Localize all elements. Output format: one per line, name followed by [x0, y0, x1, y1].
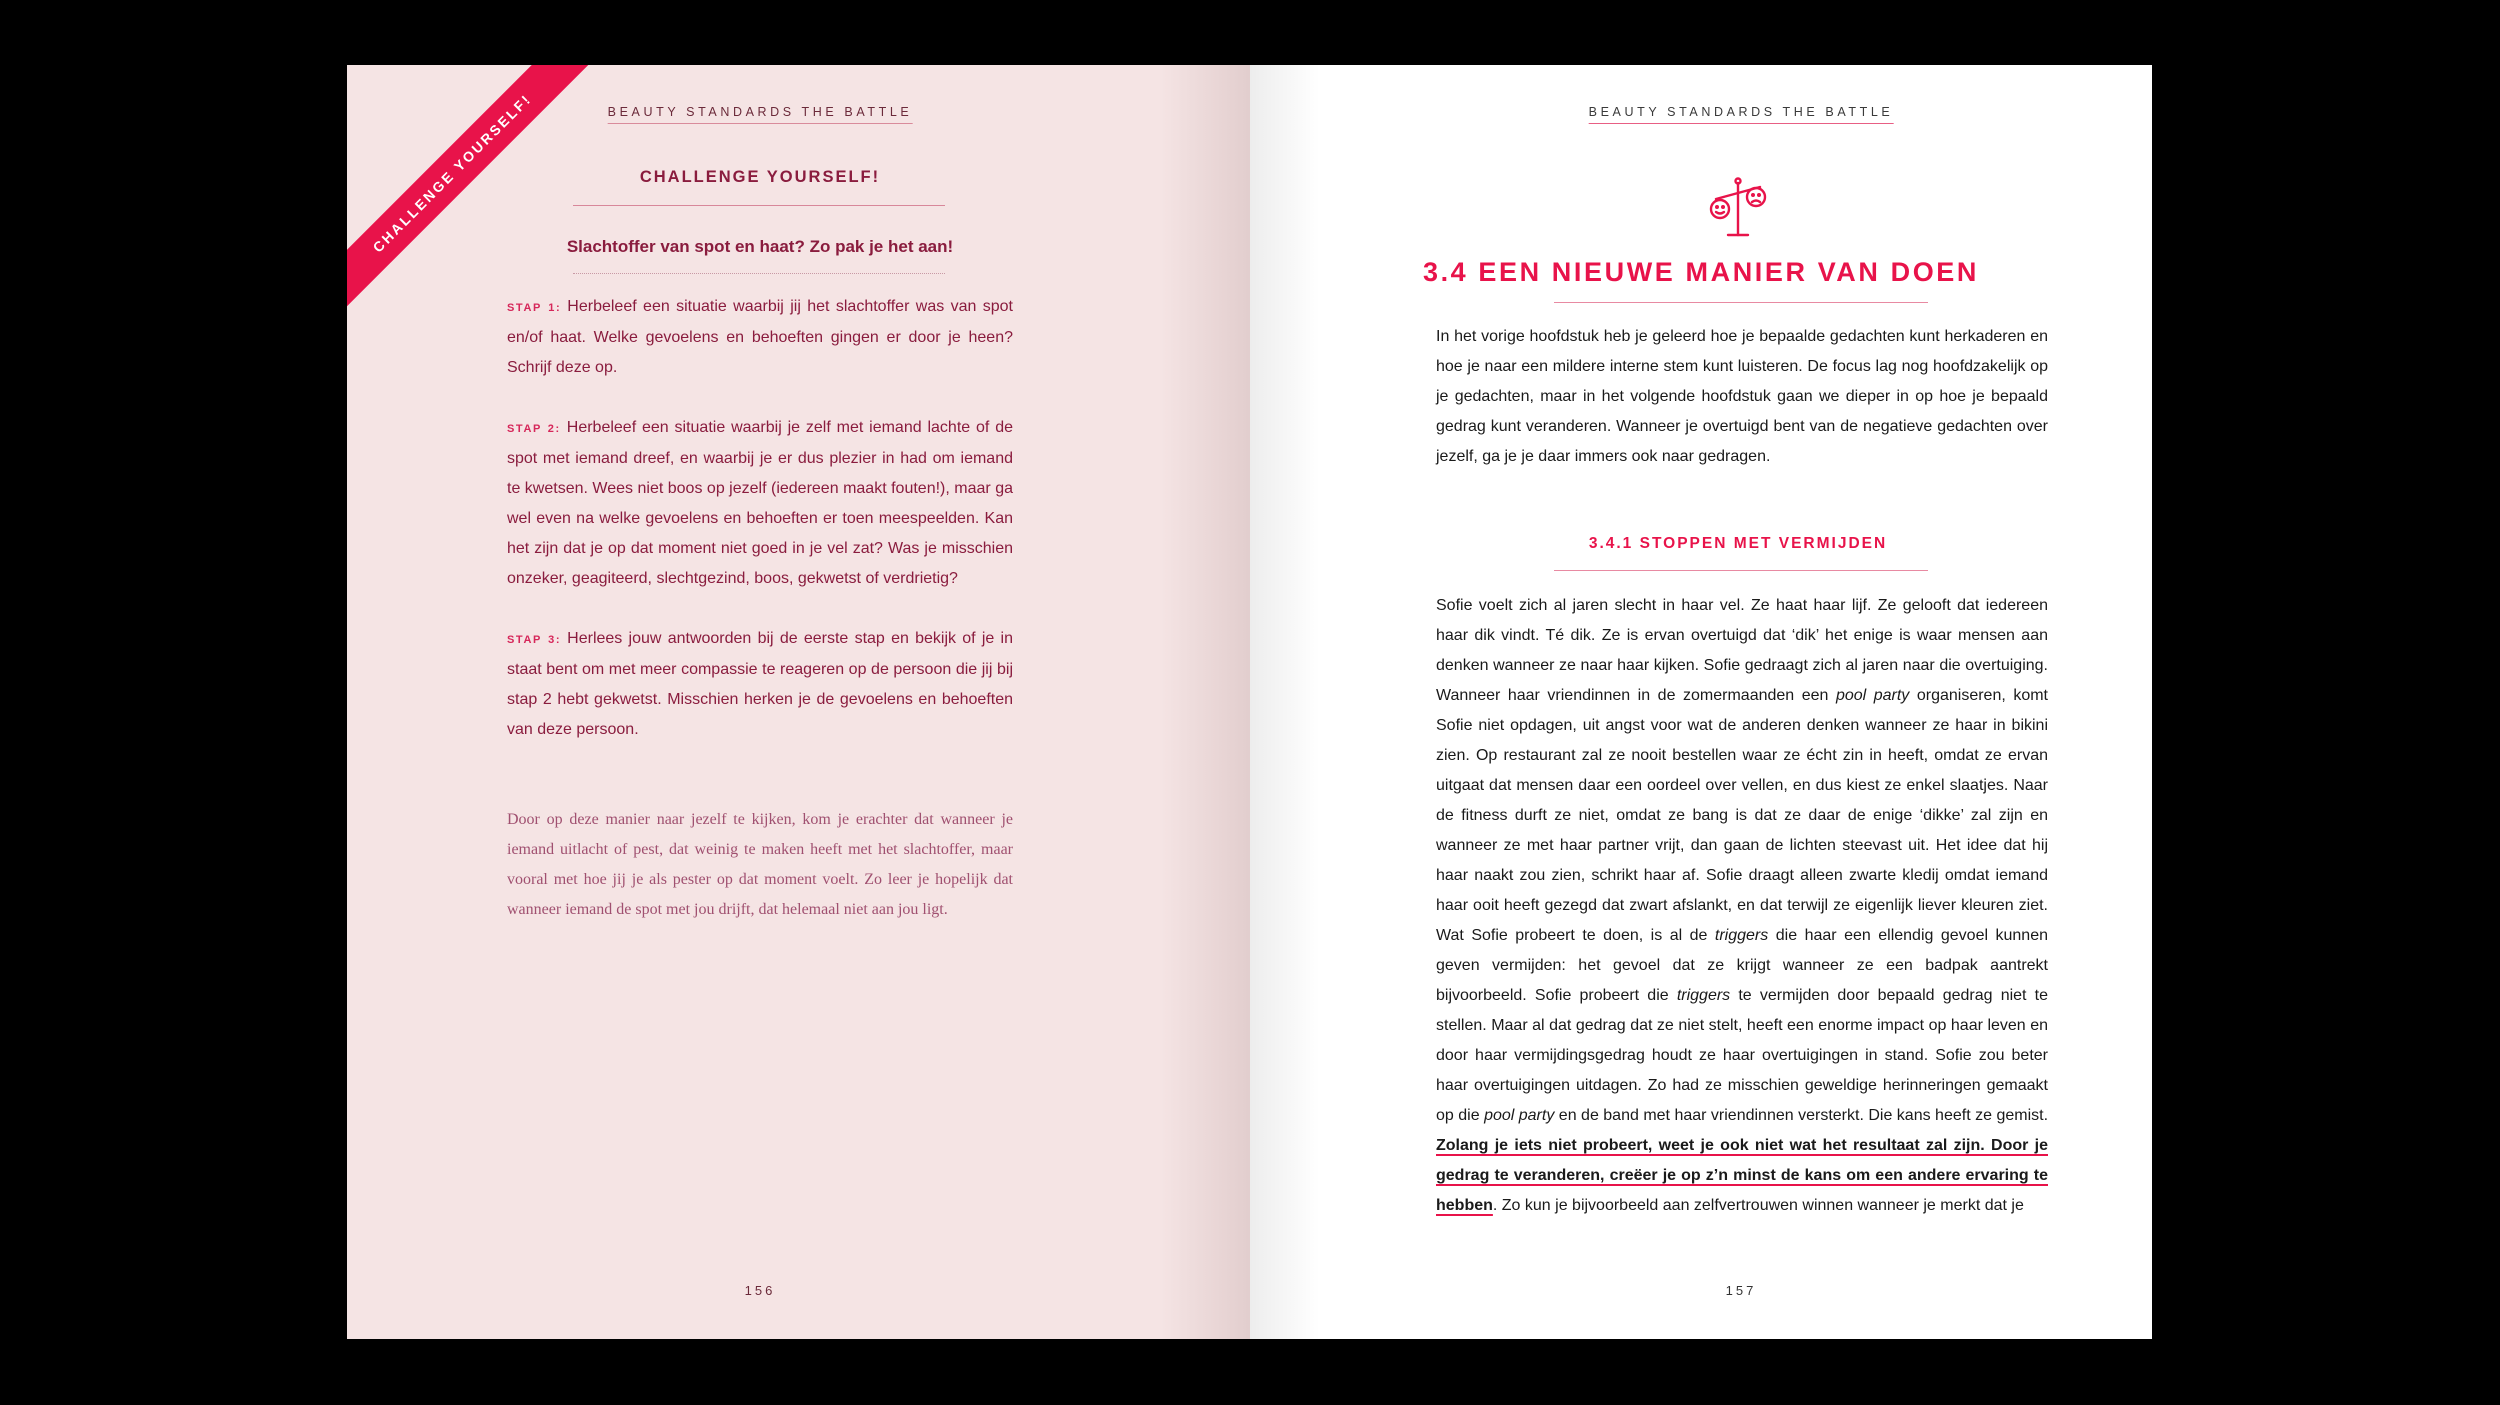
step-text: Herbeleef een situatie waarbij je zelf met iemand lachte of de spot met iemand dreef, en waarbij je er dus plezier in had om iemand te kwetsen. Wees niet boos op jezelf (iedereen maakt fouten!), maar ga wel even na welke gevoelens en behoeften er toen meespeelden. Kan het zijn dat je op dat moment niet goed in je vel zat? Was je misschien onzeker, geagiteerd, slechtgezind, boos, gekwetst of verdrietig?	[507, 419, 1013, 587]
intro-text: In het vorige hoofdstuk heb je geleerd hoe je bepaalde gedachten kunt herkaderen en hoe je naar een mildere interne stem kunt luisteren. De focus lag nog hoofdzakelijk op je gedachten, maar in het volgende hoofdstuk gaan we dieper in op hoe je bepaald gedrag kunt veranderen. Wanneer je overtuigd bent van de negatieve gedachten over jezelf, ga je je daar immers ook naar gedragen.	[1436, 328, 2048, 465]
step-text: Herbeleef een situatie waarbij jij het slachtoffer was van spot en/of haat. Welke gevoelens en behoeften gingen er door je heen? Schrijf deze op.	[507, 298, 1014, 376]
highlighted-quote: Zolang je iets niet probeert, weet je ook niet wat het resultaat zal zijn. Door je gedrag te veranderen, creëer je op z’n minst de kans om een andere ervaring te hebben	[1436, 1137, 2048, 1214]
step-label: STAP 3:	[507, 634, 562, 646]
steps-list	[507, 292, 1013, 775]
running-head-right: BEAUTY STANDARDS THE BATTLE	[1589, 105, 1894, 124]
story-emphasis: triggers	[1676, 987, 1731, 1004]
step-text: Herlees jouw antwoorden bij de eerste stap en bekijk of je in staat bent om met meer compassie te reageren op de persoon die jij bij stap 2 hebt gekwetst. Misschien herken je de gevoelens en behoeften van deze persoon.	[507, 630, 1014, 738]
subsection-title: 3.4.1 STOPPEN MET VERMIJDEN	[1588, 535, 1888, 552]
page-number-right: 157	[1725, 1283, 1757, 1298]
story-emphasis: pool party	[1484, 1107, 1555, 1124]
story-part: organiseren, komt Sofie niet opdagen, uit angst voor wat de anderen denken wanneer ze haar in bikini zien. Op restaurant zal ze nooit bestellen waar ze écht zin in heeft, omdat ze ervan uitgaat dat mensen daar een oordeel over vellen, en dus kiest ze enkel slaatjes. Naar de fitness durft ze niet, omdat ze bang is dat ze daar de enige ‘dikke’ zal zijn en wanneer ze met haar partner vrijt, dan gaan de lichten steevast uit. Het idee dat hij haar naakt zou zien, schrikt haar af. Sofie draagt alleen zwarte kledij omdat iemand haar ooit heeft gezegd dat zwart afslankt, en dat terwijl ze eigenlijk liever kleuren ziet. Wat Sofie probeert te doen, is al de	[1436, 687, 2049, 944]
story-paragraph	[1436, 591, 2048, 1221]
intro-paragraph	[1436, 322, 2048, 472]
challenge-banner: CHALLENGE YOURSELF!	[347, 65, 608, 329]
step-label: STAP 2:	[507, 423, 561, 435]
story-text	[1436, 591, 2048, 1221]
subsection-divider	[1554, 570, 1928, 571]
step-2	[507, 413, 1013, 594]
story-emphasis: pool party	[1835, 687, 1910, 704]
page-number-left: 156	[744, 1283, 776, 1298]
story-emphasis: triggers	[1714, 927, 1769, 944]
scale-faces-icon	[1698, 173, 1778, 243]
challenge-subtitle: Slachtoffer van spot en haat? Zo pak je het aan!	[566, 237, 954, 256]
step-label: STAP 1:	[507, 302, 562, 314]
left-page	[347, 65, 1250, 1339]
dotted-divider	[573, 273, 945, 274]
story-part: die haar een ellendig gevoel kunnen geven vermijden: het gevoel dat ze krijgt wanneer ze een badpak aantrekt bijvoorbeeld. Sofie probeert die	[1436, 927, 2048, 1004]
story-part: en de band met haar vriendinnen versterkt. Die kans heeft ze gemist.	[1554, 1107, 2049, 1124]
right-page	[1250, 65, 2152, 1339]
closing-paragraph: Door op deze manier naar jezelf te kijken, kom je erachter dat wanneer je iemand uitlacht of pest, dat weinig te maken heeft met het slachtoffer, maar vooral met hoe jij je als pester op dat moment voelt. Zo leer je hopelijk dat wanneer iemand de spot met jou drijft, dat helemaal niet aan jou ligt.	[507, 811, 1013, 918]
title-divider	[573, 205, 945, 206]
story-part: te vermijden door bepaald gedrag niet te stellen. Maar al dat gedrag dat ze niet stelt, heeft een enorme impact op haar leven en door haar vermijdingsgedrag houdt ze haar overtuigingen in stand. Sofie zou beter haar overtuigingen uitdagen. Zo had ze misschien geweldige herinneringen gemaakt op die	[1436, 987, 2049, 1124]
running-head-left: BEAUTY STANDARDS THE BATTLE	[608, 105, 913, 124]
story-part: Sofie voelt zich al jaren slecht in haar vel. Ze haat haar lijf. Ze gelooft dat iedereen haar dik vindt. Té dik. Ze is ervan overtuigd dat ‘dik’ het enige is waar mensen aan denken wanneer ze naar haar kijken. Sofie gedraagt zich al jaren naar die overtuiging. Wanneer haar vriendinnen in de zomermaanden een	[1436, 597, 2048, 704]
step-1	[507, 292, 1013, 383]
section-divider	[1554, 302, 1928, 303]
challenge-title: CHALLENGE YOURSELF!	[639, 168, 881, 186]
step-3	[507, 624, 1013, 745]
story-part: . Zo kun je bijvoorbeeld aan zelfvertrouwen winnen wanneer je merkt dat je	[1492, 1197, 2024, 1214]
section-title: 3.4 EEN NIEUWE MANIER VAN DOEN	[1422, 257, 1980, 287]
